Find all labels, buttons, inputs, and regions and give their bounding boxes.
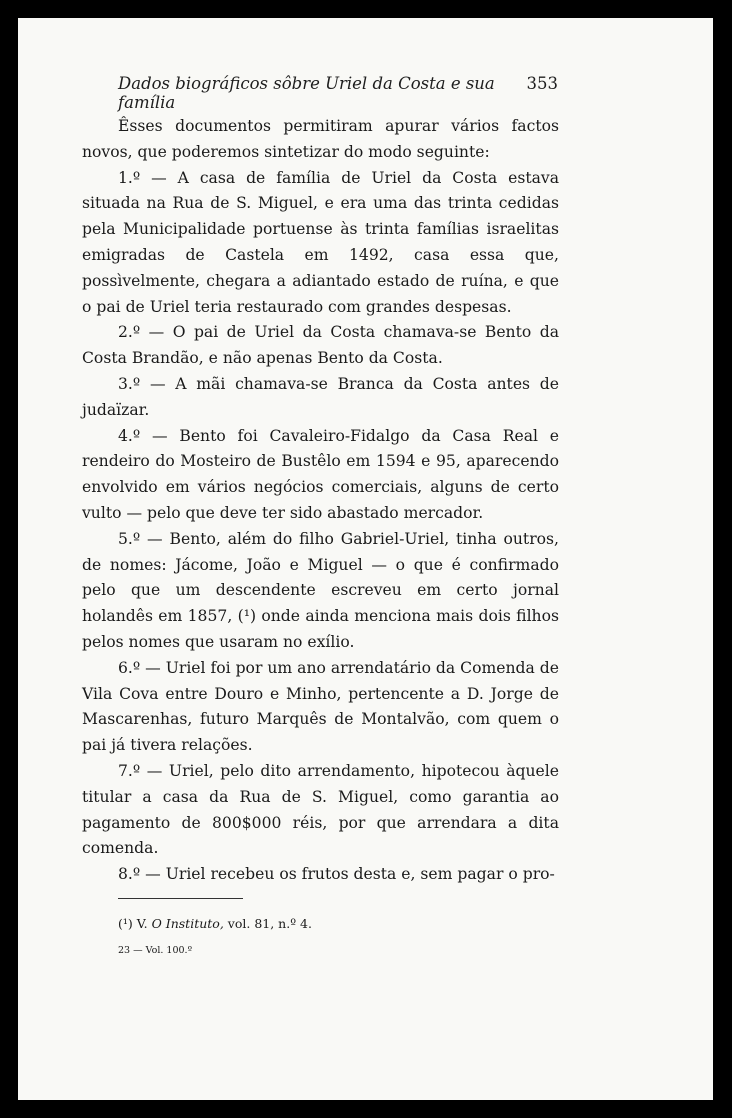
footnote-prefix: V.	[136, 916, 148, 931]
paragraph-item-4: 4.º — Bento foi Cavaleiro-Fidalgo da Casa Real e rendeiro do Mosteiro de Bustêlo em 1594 e 95, aparecendo envolvido em vários negócios comerciais, alguns de certo vulto — pelo que deve ter sido abastado mercador.	[82, 426, 559, 522]
running-head	[118, 74, 558, 112]
footnote-work-title: O Instituto,	[151, 916, 224, 931]
paragraph-item-1: 1.º — A casa de família de Uriel da Costa estava situada na Rua de S. Miguel, e era uma das trinta cedidas pela Municipalidade portuense às trinta famílias israelitas emigradas de Castela em 1492, casa essa que, possìvelmente, chegara a adiantado estado de ruína, e que o pai de Uriel teria restaurado com grandes despesas.	[82, 168, 559, 316]
page-number: 353	[526, 74, 558, 93]
running-title: Dados biográficos sôbre Uriel da Costa e sua família	[118, 74, 495, 112]
paragraph-item-7: 7.º — Uriel, pelo dito arrendamento, hipotecou àquele titular a casa da Rua de S. Miguel, como garantia ao pagamento de 800$000 réis, por que arrendara a dita comenda.	[82, 761, 559, 858]
footnote-marker: (¹)	[118, 916, 133, 931]
paragraph-intro: Êsses documentos permitiram apurar vários factos novos, que poderemos sintetizar do modo seguinte:	[82, 117, 559, 161]
printer-signature: 23 — Vol. 100.º	[118, 945, 193, 956]
paragraph-item-3: 3.º — A mãi chamava-se Branca da Costa antes de judaïzar.	[82, 374, 559, 419]
paragraph-item-2: 2.º — O pai de Uriel da Costa chamava-se Bento da Costa Brandão, e não apenas Bento da Costa.	[82, 323, 559, 368]
body-text	[82, 114, 559, 888]
paragraph-item-6: 6.º — Uriel foi por um ano arrendatário da Comenda de Vila Cova entre Douro e Minho, pertencente a D. Jorge de Mascarenhas, futuro Marquês de Montalvão, com quem o pai já tivera relações.	[82, 658, 559, 755]
paragraph-item-8: 8.º — Uriel recebeu os frutos desta e, sem pagar o pro-	[118, 865, 555, 884]
footnote-details: vol. 81, n.º 4.	[227, 916, 312, 931]
footnote	[118, 916, 312, 931]
book-page	[18, 18, 713, 1100]
footnote-divider	[118, 898, 243, 899]
paragraph-item-5: 5.º — Bento, além do filho Gabriel-Uriel, tinha outros, de nomes: Jácome, João e Miguel — o que é confirmado pelo que um descendente escreveu em certo jornal holandês em 1857, (¹) onde ainda menciona mais dois filhos pelos nomes que usaram no exílio.	[82, 529, 559, 651]
